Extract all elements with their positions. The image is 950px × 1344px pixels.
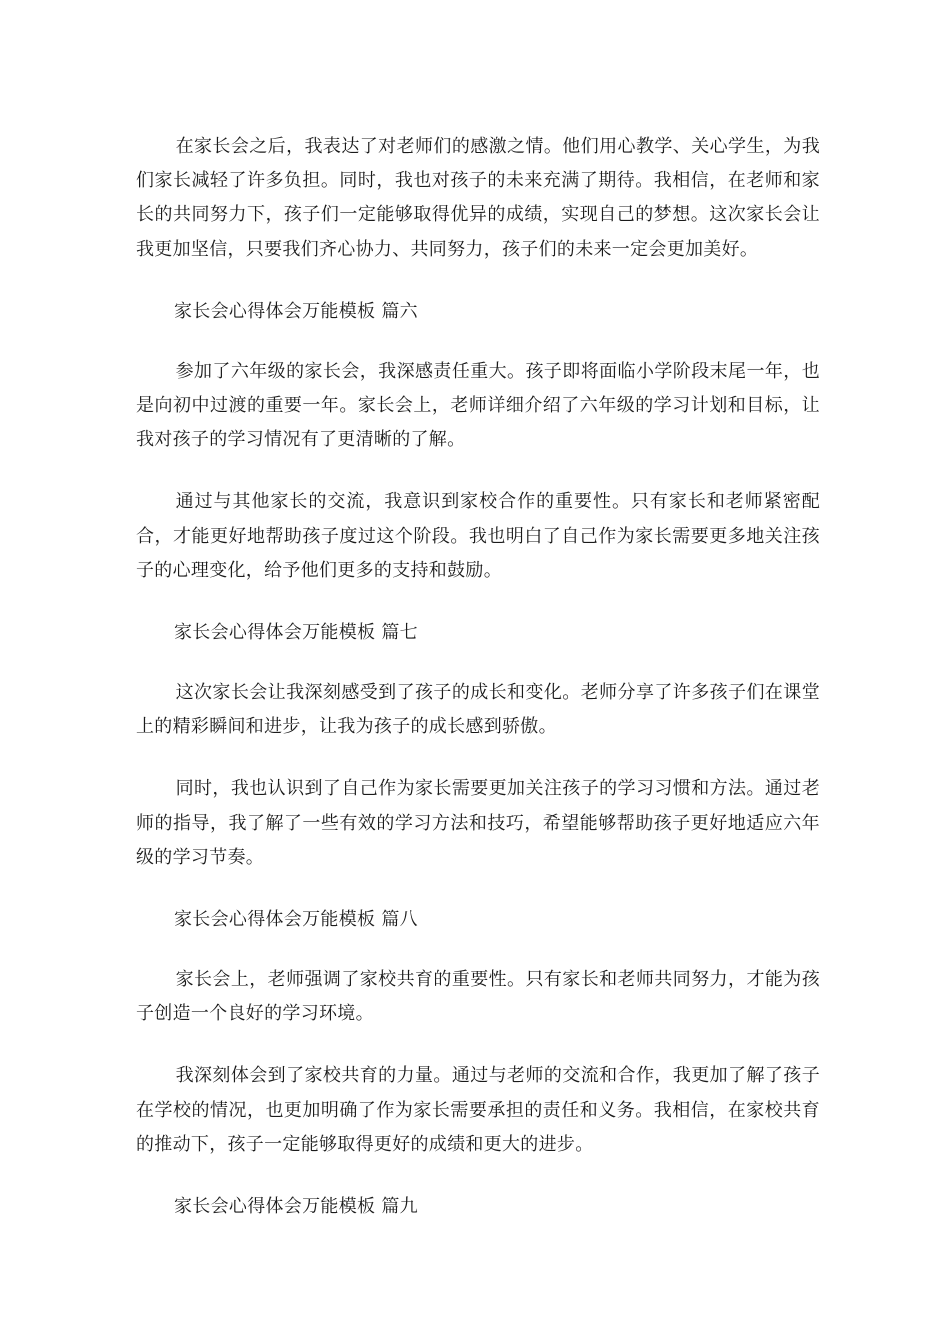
- paragraph: 家长会上，老师强调了家校共育的重要性。只有家长和老师共同努力，才能为孩子创造一个良好的学习环境。: [136, 969, 820, 1025]
- section-heading: 家长会心得体会万能模板 篇六: [174, 300, 418, 322]
- section-heading: 家长会心得体会万能模板 篇八: [174, 909, 418, 931]
- paragraph: 这次家长会让我深刻感受到了孩子的成长和变化。老师分享了许多孩子们在课堂上的精彩瞬间和进步，让我为孩子的成长感到骄傲。: [136, 682, 820, 738]
- paragraph: 在家长会之后，我表达了对老师们的感激之情。他们用心教学、关心学生，为我们家长减轻了许多负担。同时，我也对孩子的未来充满了期待。我相信，在老师和家长的共同努力下，孩子们一定能够取得优异的成绩，实现自己的梦想。这次家长会让我更加坚信，只要我们齐心协力、共同努力，孩子们的未来一定会更加美好。: [136, 136, 820, 260]
- paragraph: 参加了六年级的家长会，我深感责任重大。孩子即将面临小学阶段末尾一年，也是向初中过渡的重要一年。家长会上，老师详细介绍了六年级的学习计划和目标，让我对孩子的学习情况有了更清晰的了解。: [136, 360, 820, 451]
- section-heading: 家长会心得体会万能模板 篇七: [174, 622, 418, 644]
- paragraph: 通过与其他家长的交流，我意识到家校合作的重要性。只有家长和老师紧密配合，才能更好地帮助孩子度过这个阶段。我也明白了自己作为家长需要更多地关注孩子的心理变化，给予他们更多的支持和鼓励。: [136, 491, 820, 581]
- section-heading: 家长会心得体会万能模板 篇九: [174, 1196, 418, 1218]
- paragraph: 我深刻体会到了家校共育的力量。通过与老师的交流和合作，我更加了解了孩子在学校的情况，也更加明确了作为家长需要承担的责任和义务。我相信，在家校共育的推动下，孩子一定能够取得更好的成绩和更大的进步。: [136, 1065, 820, 1155]
- paragraph: 同时，我也认识到了自己作为家长需要更加关注孩子的学习习惯和方法。通过老师的指导，我了解了一些有效的学习方法和技巧，希望能够帮助孩子更好地适应六年级的学习节奏。: [136, 778, 820, 868]
- document-page: [136, 130, 820, 1250]
